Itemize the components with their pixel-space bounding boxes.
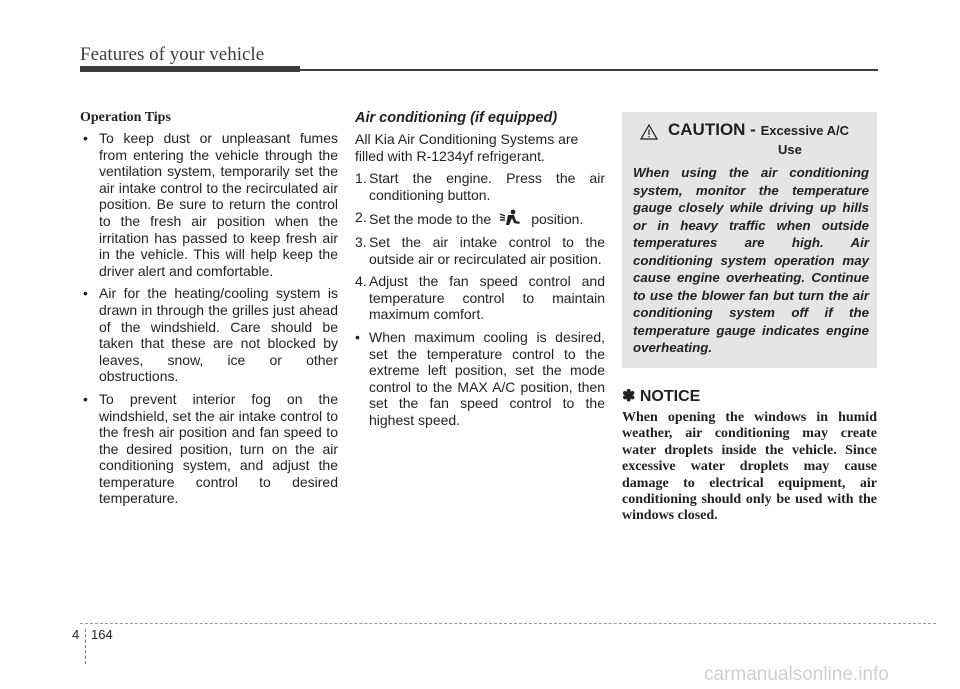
tip-item: • To keep dust or unpleasant fumes from entering the vehicle through the ventilation system, temporarily set the air intake control to the recirculated air position. Be sure to return the control to the fresh air position when the irritation has passed to keep fresh air in the vehicle. This will help keep the driver alert and comfortable. [83,130,338,279]
chapter-number: 4 [72,627,80,642]
header-rule [300,69,878,71]
air-conditioning-column [355,110,605,435]
caution-box [622,112,877,368]
caution-title: CAUTION - Excessive A/C [668,120,849,139]
air-conditioning-heading: Air conditioning (if equipped) [355,110,558,126]
warning-triangle-icon [640,124,658,140]
vent-mode-icon [499,209,521,227]
page-number: 164 [91,627,113,642]
tip-item: • Air for the heating/cooling system is drawn in through the grilles just ahead of the windshield. Care should be taken that these are not blocked by leaves, snow, ice or other obstructions. [83,285,338,385]
operation-tips-heading: Operation Tips [80,110,171,125]
step-item: 4. Adjust the fan speed control and temperature control to maintain maximum comfort. [355,273,605,323]
step-item: 2. Set the mode to the position. [355,209,584,228]
tip-item: • To prevent interior fog on the windshield, set the air intake control to the fresh air position and fan speed to the desired position, turn on the air conditioning system, and adjust the temperature control to desired temperature. [83,390,338,507]
step-item: 1. Start the engine. Press the air conditioning button. [355,170,605,203]
caution-subject-line2: Use [778,142,802,157]
header-bar [80,66,300,72]
ac-bullet-item: • When maximum cooling is desired, set the temperature control to the extreme left position, set the mode control to the MAX A/C position, then set the fan speed control to the highest speed. [355,328,605,428]
step-item: 3. Set the air intake control to the outside air or recirculated air position. [355,233,605,267]
page-header-title: Features of your vehicle [80,44,265,65]
notice-body: When opening the windows in humid weather, air conditioning may create water droplets inside the vehicle. Since excessive water droplets may cause damage to electrical equipment, air conditioning should only be used with the windows closed. [622,410,877,524]
notice-title: ✽ NOTICE [622,388,701,405]
footer-rule [80,623,936,624]
watermark-text: carmanualsonline.info [704,664,889,685]
operation-tips-column [80,110,338,513]
caution-body: When using the air conditioning system, monitor the temperature gauge closely while driving up hills or in heavy traffic when outside temperatures are high. Air conditioning system operation may cause engine overheating. Continue to use the blower fan but turn the air conditioning system off if the temperature gauge indicates engine overheating. [633,165,869,355]
footer-separator [85,629,86,664]
air-conditioning-intro: All Kia Air Conditioning Systems are filled with R-1234yf refrigerant. [355,131,579,164]
